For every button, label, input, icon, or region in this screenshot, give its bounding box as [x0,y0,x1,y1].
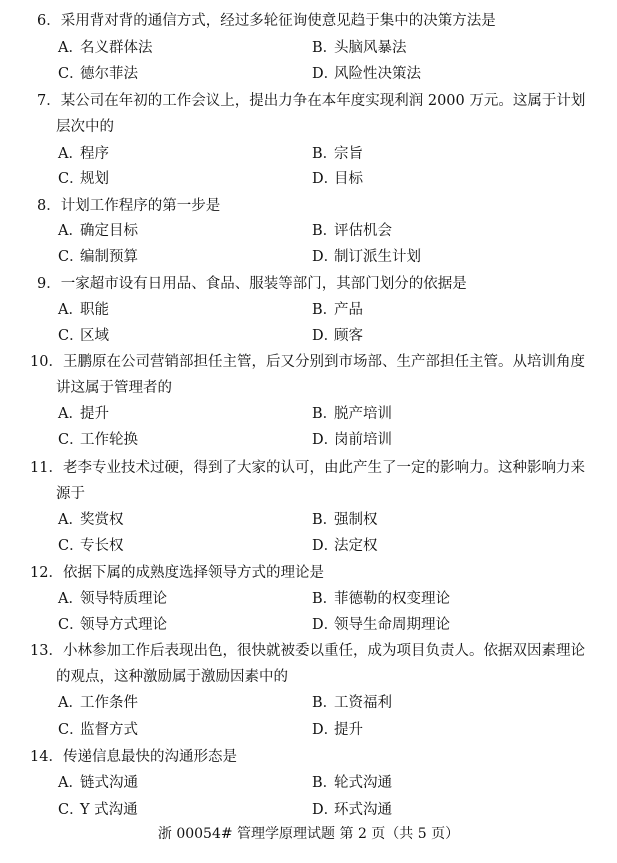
option-letter: A． [58,775,83,791]
question-number: 6． [37,13,61,29]
option-text: 领导特质理论 [80,591,167,607]
option-letter: D． [312,66,339,82]
option-letter: C． [58,171,84,187]
option-letter: D． [312,249,339,265]
option-a [58,297,109,323]
option-b [312,141,363,167]
option-c [58,612,167,638]
option-b [312,690,392,716]
option-d [312,244,421,270]
question-stem-continued: 的观点，这种激励属于激励因素中的 [56,669,288,685]
option-a [58,586,167,612]
question-text: 传递信息最快的沟通形态是 [62,749,237,765]
question-text: 依据下属的成熟度选择领导方式的理论是 [62,565,324,581]
option-letter: A． [58,695,83,711]
question-text: 一家超市设有日用品、食品、服装等部门，其部门划分的依据是 [60,276,467,292]
option-b [312,401,392,427]
option-letter: A． [58,223,83,239]
option-text: 头脑风暴法 [334,40,407,56]
option-letter: A． [58,302,83,318]
question-text: 王鹏原在公司营销部担任主管，后又分别到市场部、生产部担任主管。从培训角度 [62,354,585,370]
option-letter: D． [312,722,339,738]
option-text: 顾客 [334,328,363,344]
option-letter: C． [58,538,84,554]
option-text: Y 式沟通 [80,802,138,818]
option-text: 风险性决策法 [334,66,421,82]
question-text: 计划工作程序的第一步是 [60,198,221,214]
option-letter: B． [312,40,338,56]
option-letter: D． [312,538,339,554]
option-a [58,218,138,244]
option-a [58,507,124,533]
option-letter: C． [58,66,84,82]
option-b [312,35,407,61]
option-a [58,401,109,427]
question-number: 10． [30,354,63,370]
question-stem [30,744,590,770]
option-d [312,166,363,192]
option-letter: D． [312,171,339,187]
option-letter: A． [58,146,83,162]
option-a [58,141,109,167]
option-text: 领导方式理论 [80,617,167,633]
option-b [312,586,450,612]
option-b [312,770,392,796]
option-letter: C． [58,328,84,344]
option-letter: B． [312,591,338,607]
option-c [58,427,138,453]
option-text: 领导生命周期理论 [334,617,450,633]
option-letter: D． [312,802,339,818]
question-stem-continued: 源于 [56,486,85,502]
option-text: 菲德勒的权变理论 [334,591,450,607]
option-c [58,244,138,270]
option-b [312,297,363,323]
option-text: 编制预算 [80,249,138,265]
option-letter: D． [312,328,339,344]
question-number: 13． [30,643,63,659]
option-c [58,323,109,349]
option-d [312,533,378,559]
option-letter: D． [312,617,339,633]
option-d [312,61,421,87]
option-text: 环式沟通 [334,802,392,818]
option-c [58,166,109,192]
option-letter: D． [312,432,339,448]
option-letter: B． [312,775,338,791]
option-letter: C． [58,722,84,738]
question-stem [37,8,597,34]
option-b [312,218,392,244]
option-text: 名义群体法 [80,40,153,56]
option-text: 评估机会 [334,223,392,239]
question-stem [37,193,597,219]
option-text: 链式沟通 [80,775,138,791]
question-number: 12． [30,565,63,581]
question-stem [37,88,597,114]
option-letter: C． [58,617,84,633]
question-stem [30,455,590,481]
option-c [58,797,138,823]
question-stem [37,271,597,297]
option-letter: B． [312,223,338,239]
option-text: 强制权 [334,512,378,528]
question-stem [30,349,590,375]
option-a [58,35,153,61]
question-stem-continued: 讲这属于管理者的 [56,380,172,396]
option-c [58,717,138,743]
option-letter: B． [312,695,338,711]
option-text: 制订派生计划 [334,249,421,265]
option-d [312,323,363,349]
option-letter: C． [58,432,84,448]
option-d [312,797,392,823]
option-letter: B． [312,146,338,162]
question-number: 7． [37,93,61,109]
option-d [312,717,363,743]
option-text: 提升 [334,722,363,738]
page-footer: 浙 00054# 管理学原理试题 第 2 页（共 5 页） [157,826,460,842]
option-c [58,533,124,559]
option-text: 程序 [80,146,109,162]
option-text: 轮式沟通 [334,775,392,791]
option-text: 产品 [334,302,363,318]
question-text: 某公司在年初的工作会议上，提出力争在本年度实现利润 2000 万元。这属于计划 [60,93,586,109]
option-text: 区域 [80,328,109,344]
option-c [58,61,138,87]
option-text: 确定目标 [80,223,138,239]
option-a [58,770,138,796]
question-stem [30,560,590,586]
option-text: 奖赏权 [80,512,124,528]
option-letter: A． [58,406,83,422]
option-text: 岗前培训 [334,432,392,448]
question-stem [30,638,590,664]
option-letter: B． [312,512,338,528]
option-text: 规划 [80,171,109,187]
question-text: 老李专业技术过硬，得到了大家的认可，由此产生了一定的影响力。这种影响力来 [62,460,585,476]
option-d [312,427,392,453]
question-text: 小林参加工作后表现出色，很快就被委以重任，成为项目负责人。依据双因素理论 [62,643,585,659]
question-number: 14． [30,749,63,765]
option-text: 提升 [80,406,109,422]
question-number: 9． [37,276,61,292]
option-letter: B． [312,302,338,318]
option-text: 工作轮换 [80,432,138,448]
option-b [312,507,378,533]
option-a [58,690,138,716]
option-text: 目标 [334,171,363,187]
option-text: 脱产培训 [334,406,392,422]
option-letter: A． [58,591,83,607]
option-letter: A． [58,512,83,528]
question-stem-continued: 层次中的 [56,119,114,135]
option-letter: A． [58,40,83,56]
option-text: 专长权 [80,538,124,554]
option-text: 工资福利 [334,695,392,711]
option-letter: B． [312,406,338,422]
question-number: 8． [37,198,61,214]
option-text: 法定权 [334,538,378,554]
question-number: 11． [30,460,63,476]
option-text: 职能 [80,302,109,318]
option-letter: C． [58,249,84,265]
option-text: 宗旨 [334,146,363,162]
option-text: 工作条件 [80,695,138,711]
option-text: 德尔菲法 [80,66,138,82]
question-text: 采用背对背的通信方式，经过多轮征询使意见趋于集中的决策方法是 [60,13,496,29]
option-letter: C． [58,802,84,818]
option-d [312,612,450,638]
option-text: 监督方式 [80,722,138,738]
